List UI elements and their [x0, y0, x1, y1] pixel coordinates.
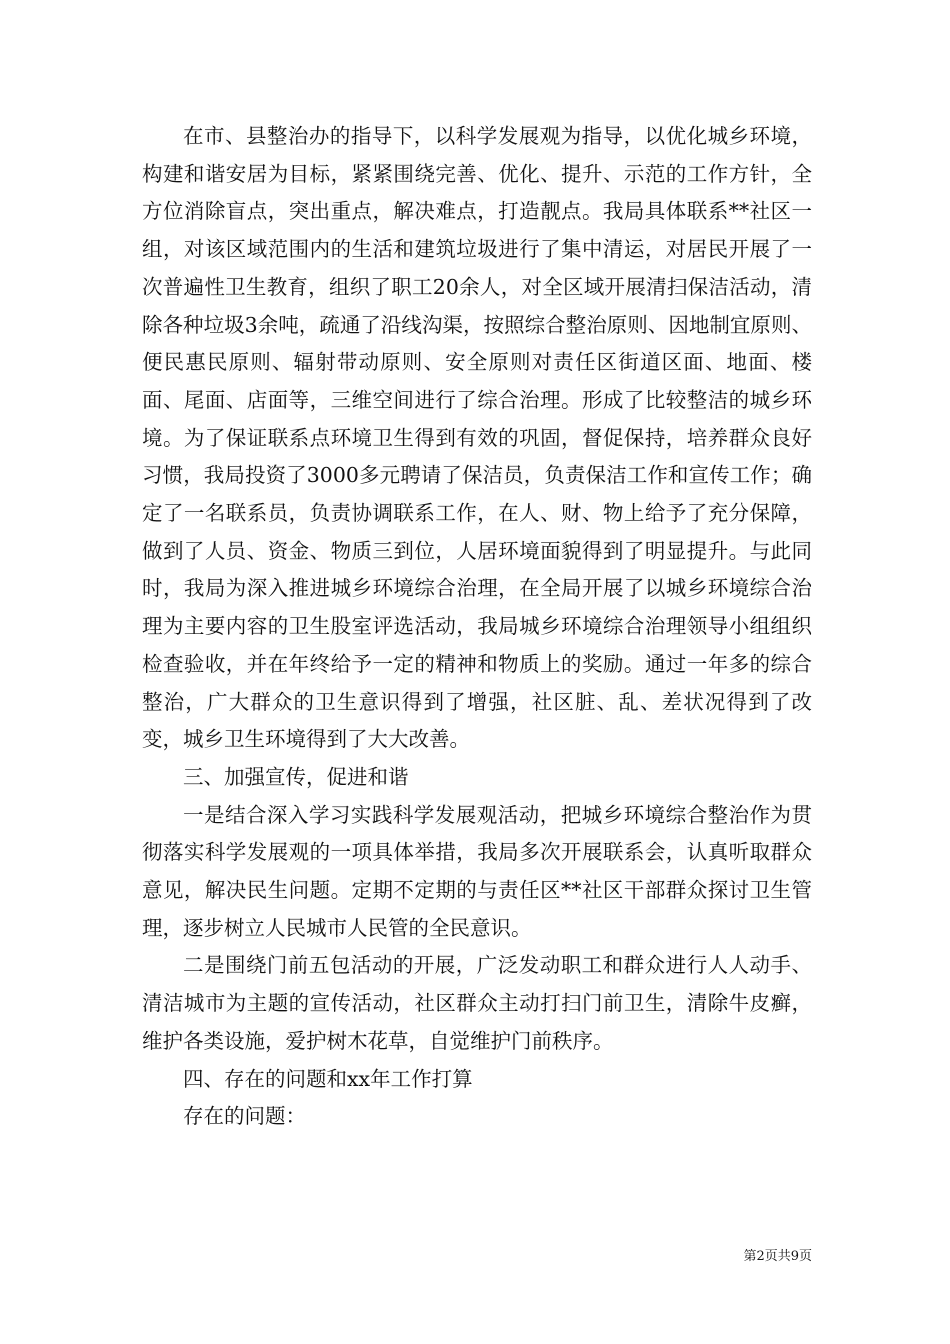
page-number: 第2页共9页	[743, 1249, 812, 1264]
paragraph-existing-problems: 存在的问题：	[183, 1104, 306, 1129]
paragraph-point-one: 一是结合深入学习实践科学发展观活动，把城乡环境综合整治作为贯彻落实科学发展观的一项具体举措，我局多次开展联系会，认真听取群众意见，解决民生问题。定期不定期的与责任区**社区干部群众探讨卫生管理，逐步树立人民城市人民管的全民意识。	[142, 802, 812, 940]
paragraph-rectification-work: 在市、县整治办的指导下，以科学发展观为指导，以优化城乡环境，构建和谐安居为目标，紧紧围绕完善、优化、提升、示范的工作方针，全方位消除盲点，突出重点，解决难点，打造靓点。我局具体联系**社区一组，对该区域范围内的生活和建筑垃圾进行了集中清运，对居民开展了一次普遍性卫生教育，组织了职工20余人，对全区域开展清扫保洁活动，清除各种垃圾3余吨，疏通了沿线沟渠，按照综合整治原则、因地制宜原则、便民惠民原则、辐射带动原则、安全原则对责任区街道区面、地面、楼面、尾面、店面等，三维空间进行了综合治理。形成了比较整洁的城乡环境。为了保证联系点环境卫生得到有效的巩固，督促保持，培养群众良好习惯，我局投资了3000多元聘请了保洁员，负责保洁工作和宣传工作；确定了一名联系员，负责协调联系工作，在人、财、物上给予了充分保障，做到了人员、资金、物质三到位，人居环境面貌得到了明显提升。与此同时，我局为深入推进城乡环境综合治理，在全局开展了以城乡环境综合治理为主要内容的卫生股室评选活动，我局城乡环境综合治理领导小组组织检查验收，并在年终给予一定的精神和物质上的奖励。通过一年多的综合整治，广大群众的卫生意识得到了增强，社区脏、乱、差状况得到了改变，城乡卫生环境得到了大大改善。	[142, 124, 812, 752]
paragraph-point-two: 二是围绕门前五包活动的开展，广泛发动职工和群众进行人人动手、清洁城市为主题的宣传活动，社区群众主动打扫门前卫生，清除牛皮癣，维护各类设施，爱护树木花草，自觉维护门前秩序。	[142, 953, 812, 1053]
heading-publicity: 三、加强宣传，促进和谐	[183, 764, 409, 789]
heading-problems-and-plans: 四、存在的问题和xx年工作打算	[183, 1066, 473, 1091]
document-body	[142, 118, 812, 1136]
